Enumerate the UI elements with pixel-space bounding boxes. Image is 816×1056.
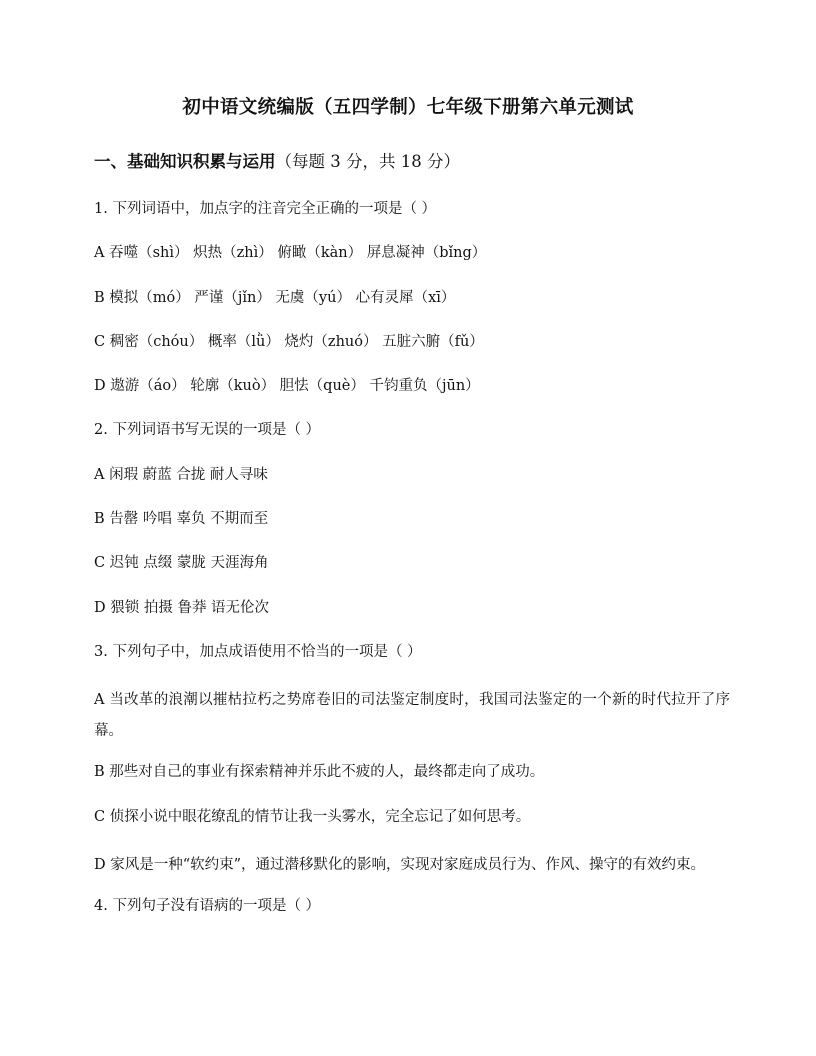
question-list — [94, 198, 730, 939]
question-2-stem: 2. 下列词语书写无误的一项是（ ） — [94, 422, 321, 439]
question-1-option-b: B 模拟（mó） 严谨（jǐn） 无虞（yú） 心有灵犀（xī） — [94, 289, 456, 306]
question-1-option-c: C 稠密（chóu） 概率（lǜ） 烧灼（zhuó） 五脏六腑（fǔ） — [94, 333, 484, 350]
question-3-option-d: D 家风是一种“软约束”，通过潜移默化的影响，实现对家庭成员行为、作风、操守的有效约束。 — [94, 856, 706, 873]
question-3-option-c: C 侦探小说中眼花缭乱的情节让我一头雾水，完全忘记了如何思考。 — [94, 808, 531, 825]
question-2-option-d: D 猥锁 拍摄 鲁莽 语无伦次 — [94, 599, 270, 616]
question-1-option-d: D 遨游（áo） 轮廓（kuò） 胆怯（què） 千钧重负（jūn） — [94, 378, 480, 395]
section-heading-note: （每题 3 分，共 18 分） — [275, 152, 460, 171]
question-2-option-c: C 迟钝 点缀 蒙胧 天涯海角 — [94, 555, 269, 572]
question-4-stem: 4. 下列句子没有语病的一项是（ ） — [94, 897, 321, 914]
question-2-option-b: B 告罄 吟唱 辜负 不期而至 — [94, 511, 269, 528]
question-3-option-a: A 当改革的浪潮以摧枯拉朽之势席卷旧的司法鉴定制度时，我国司法鉴定的一个新的时代拉开了序幕。 — [94, 692, 730, 740]
question-1-option-a: A 吞噬（shì） 炽热（zhì） 俯瞰（kàn） 屏息凝神（bǐng） — [94, 245, 487, 262]
question-1-stem: 1. 下列词语中，加点字的注音完全正确的一项是（ ） — [94, 201, 437, 217]
question-3-option-b: B 那些对自己的事业有探索精神并乐此不疲的人，最终都走向了成功。 — [94, 764, 545, 781]
question-2-option-a: A 闲瑕 蔚蓝 合拢 耐人寻味 — [94, 466, 268, 483]
page-title: 初中语文统编版（五四学制）七年级下册第六单元测试 — [182, 97, 634, 118]
section-heading-text: 一、基础知识积累与运用 — [94, 152, 276, 171]
section-heading — [94, 148, 460, 172]
question-3-stem: 3. 下列句子中，加点成语使用不恰当的一项是（ ） — [94, 643, 422, 660]
